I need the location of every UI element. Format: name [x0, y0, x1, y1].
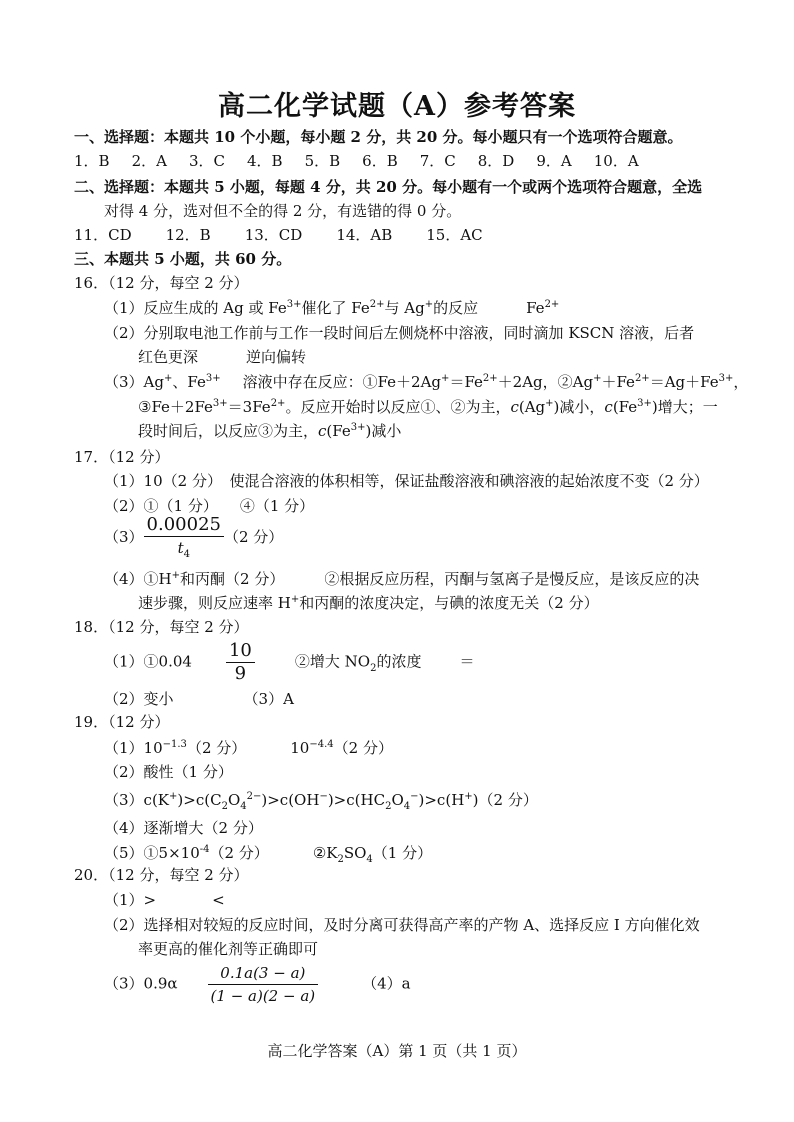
q17-heading: 17．（12 分） — [74, 448, 170, 466]
text: ②K — [312, 844, 338, 862]
text: 催化了 Fe — [301, 299, 370, 317]
answer-5: 5．B — [304, 152, 341, 170]
q20-heading: 20．（12 分，每空 2 分） — [74, 866, 249, 884]
superscript: − — [410, 791, 419, 802]
text: ②根据反应历程，丙酮与氢离子是慢反应，是该反应的决 — [324, 570, 700, 588]
superscript: + — [169, 791, 178, 802]
text: )>c(HC — [327, 791, 386, 809]
answer-8: 8．D — [477, 152, 515, 170]
fraction — [226, 640, 255, 685]
text: （4）a — [362, 974, 411, 993]
q18-line1 — [104, 640, 474, 685]
superscript: −1.3 — [162, 739, 187, 750]
superscript: -4 — [199, 844, 210, 855]
superscript: 2+ — [634, 373, 650, 384]
text: （1）10 — [104, 739, 163, 757]
superscript: 3+ — [286, 299, 302, 310]
text: 溶液中存在反应：①Fe＋2Ag — [242, 373, 442, 391]
text: c — [318, 422, 327, 440]
text: （3）Ag — [104, 373, 164, 391]
text: （4）①H — [104, 570, 172, 588]
denominator — [144, 536, 224, 562]
q18-line2 — [104, 690, 294, 708]
text: Fe — [526, 299, 545, 317]
text: 和丙酮（2 分） — [180, 570, 285, 588]
subscript: 4 — [183, 549, 190, 560]
text: (Fe — [326, 422, 351, 440]
text: （2）①（1 分） — [104, 497, 218, 515]
text: c — [604, 398, 613, 416]
text: （5）①5×10 — [104, 844, 200, 862]
numerator: 0.00025 — [146, 514, 221, 535]
fraction — [208, 962, 319, 1007]
text: ＝Ag＋Fe — [649, 373, 719, 391]
text: )减小， — [553, 398, 605, 416]
subscript: 2 — [370, 662, 377, 674]
text: 。反应开始时以反应①、②为主， — [285, 398, 511, 416]
text: (Ag — [518, 398, 546, 416]
text: ， — [733, 373, 749, 391]
answer-2: 2．A — [131, 152, 167, 170]
text: 的浓度 — [376, 652, 422, 671]
text: ③Fe＋2Fe — [138, 398, 213, 416]
q20-line4 — [104, 962, 411, 1007]
subscript: 2 — [337, 854, 344, 865]
text: 和丙酮的浓度决定，与碘的浓度无关（2 分） — [299, 594, 599, 612]
superscript: 3+ — [205, 373, 221, 384]
text: ＋2Ag，②Ag — [497, 373, 594, 391]
text: （3）0.9α — [104, 974, 178, 993]
q20-line1 — [104, 891, 225, 909]
numerator: 10 — [228, 640, 252, 661]
q19-line2: （2）酸性（1 分） — [104, 763, 233, 781]
part2-heading-line2: 对得 4 分，选对但不全的得 2 分，有选错的得 0 分。 — [104, 202, 462, 220]
superscript: 3+ — [718, 373, 734, 384]
answer-9: 9．A — [536, 152, 572, 170]
text: )>c(OH — [261, 791, 320, 809]
text: （1）> — [104, 891, 157, 909]
text: ②增大 NO — [294, 652, 371, 671]
text: (1 − a)(2 − a) — [210, 987, 316, 1005]
answer-3: 3．C — [188, 152, 225, 170]
part1-heading: 一、选择题：本题共 10 个小题，每小题 2 分，共 20 分。每小题只有一个选项符合题意。 — [74, 128, 683, 146]
text: SO — [343, 844, 367, 862]
subscript: 4 — [366, 854, 373, 865]
q16-line4 — [104, 373, 748, 394]
page-title: 高二化学试题（A）参考答案 — [218, 91, 576, 122]
text: ＝Fe — [449, 373, 483, 391]
fraction — [144, 514, 224, 562]
superscript: + — [464, 791, 473, 802]
text: （3） — [104, 528, 144, 546]
superscript: + — [593, 373, 602, 384]
text: （3）A — [243, 690, 294, 708]
text: O — [227, 791, 241, 809]
text: 段时间后，以反应③为主， — [138, 422, 319, 440]
answer-6: 6．B — [362, 152, 398, 170]
text: 逆向偏转 — [246, 348, 307, 366]
q16-line3 — [138, 348, 306, 366]
superscript: 2+ — [482, 373, 498, 384]
q17-line3 — [104, 514, 283, 562]
text: ＋Fe — [601, 373, 635, 391]
numerator — [208, 962, 319, 984]
subscript: 2 — [385, 801, 392, 812]
subscript: 4 — [403, 801, 411, 812]
q19-line1 — [104, 739, 393, 760]
superscript: 2+ — [369, 299, 385, 310]
text: ＝ — [459, 652, 475, 671]
q20-line2: （2）选择相对较短的反应时间，及时分离可获得高产率的产物 A、选择反应 I 方向催化效 — [104, 916, 700, 934]
text: )（2 分） — [472, 791, 538, 809]
text: 与 Ag — [384, 299, 425, 317]
text: )增大；一 — [651, 398, 718, 416]
q19-line4: （4）逐渐增大（2 分） — [104, 819, 263, 837]
superscript: 2+ — [270, 398, 286, 409]
superscript: 3+ — [637, 398, 652, 409]
text: （2 分） — [209, 844, 269, 862]
superscript: + — [441, 373, 450, 384]
text: )>c(C — [177, 791, 222, 809]
text: )>c(H — [418, 791, 465, 809]
q16-line1 — [104, 299, 559, 320]
q16-line6 — [138, 422, 401, 443]
page-footer: 高二化学答案（A）第 1 页（共 1 页） — [267, 1042, 527, 1060]
superscript: 3+ — [350, 422, 366, 433]
q16-heading: 16．（12 分，每空 2 分） — [74, 274, 249, 292]
denominator — [208, 984, 319, 1007]
answer-1: 1．B — [74, 152, 110, 170]
text: )减小 — [365, 422, 402, 440]
text: （2 分） — [223, 528, 284, 546]
q18-heading: 18．（12 分，每空 2 分） — [74, 618, 249, 636]
text: O — [391, 791, 404, 809]
superscript: 2+ — [544, 299, 560, 310]
text: 0.1a(3 − a) — [220, 964, 306, 982]
superscript: + — [163, 373, 173, 384]
text: (Fe — [612, 398, 638, 416]
part2-answers — [74, 226, 483, 244]
q19-heading: 19．（12 分） — [74, 713, 170, 731]
q16-line2: （2）分别取电池工作前与工作一段时间后左侧烧杯中溶液，同时滴加 KSCN 溶液，后者 — [104, 324, 695, 342]
text: c — [510, 398, 519, 416]
q17-line5 — [138, 594, 599, 615]
text: 红色更深 — [138, 348, 199, 366]
text: （1）①0.04 — [104, 652, 192, 671]
text: （2 分） — [333, 739, 393, 757]
superscript: + — [290, 594, 300, 605]
superscript: + — [424, 299, 434, 310]
text: （2 分） — [186, 739, 247, 757]
answer-12: 12．B — [165, 226, 211, 244]
q17-line1: （1）10（2 分） 使混合溶液的体积相等，保证盐酸溶液和碘溶液的起始浓度不变（2 分） — [104, 472, 709, 490]
q20-line3: 率更高的催化剂等正确即可 — [138, 940, 319, 958]
answer-11: 11．CD — [74, 226, 132, 244]
text: ④（1 分） — [239, 497, 315, 515]
part2-heading-line1: 二、选择题：本题共 5 小题，每题 4 分，共 20 分。每小题有一个或两个选项符合题意，全选 — [74, 178, 703, 196]
text: < — [212, 891, 225, 909]
text: 速步骤，则反应速率 H — [138, 594, 291, 612]
answer-14: 14．AB — [336, 226, 393, 244]
q17-line2 — [104, 497, 314, 515]
text: （2）变小 — [104, 690, 174, 708]
text: 的反应 — [433, 299, 479, 317]
text: （3）c(K — [104, 791, 170, 809]
q19-line5 — [104, 844, 432, 865]
denominator: 9 — [226, 662, 255, 685]
superscript: 3+ — [212, 398, 228, 409]
text: （1）反应生成的 Ag 或 Fe — [104, 299, 287, 317]
q16-line5 — [138, 398, 718, 419]
q17-line4 — [104, 570, 699, 591]
superscript: + — [545, 398, 554, 409]
answer-4: 4．B — [247, 152, 283, 170]
text: 、Fe — [172, 373, 206, 391]
q19-line3 — [104, 791, 538, 812]
answer-10: 10．A — [593, 152, 639, 170]
answer-7: 7．C — [419, 152, 456, 170]
answer-13: 13．CD — [244, 226, 303, 244]
superscript: −4.4 — [309, 739, 334, 750]
answer-15: 15．AC — [426, 226, 483, 244]
subscript: 4 — [240, 801, 247, 812]
text: t — [177, 539, 184, 557]
text: 10 — [290, 739, 310, 757]
subscript: 2 — [221, 801, 228, 812]
superscript: + — [171, 570, 181, 581]
text: ＝3Fe — [227, 398, 271, 416]
superscript: 2− — [246, 791, 262, 802]
text: （1 分） — [372, 844, 433, 862]
superscript: − — [319, 791, 328, 802]
part3-heading: 三、本题共 5 小题，共 60 分。 — [74, 250, 292, 268]
part1-answers — [74, 152, 639, 170]
